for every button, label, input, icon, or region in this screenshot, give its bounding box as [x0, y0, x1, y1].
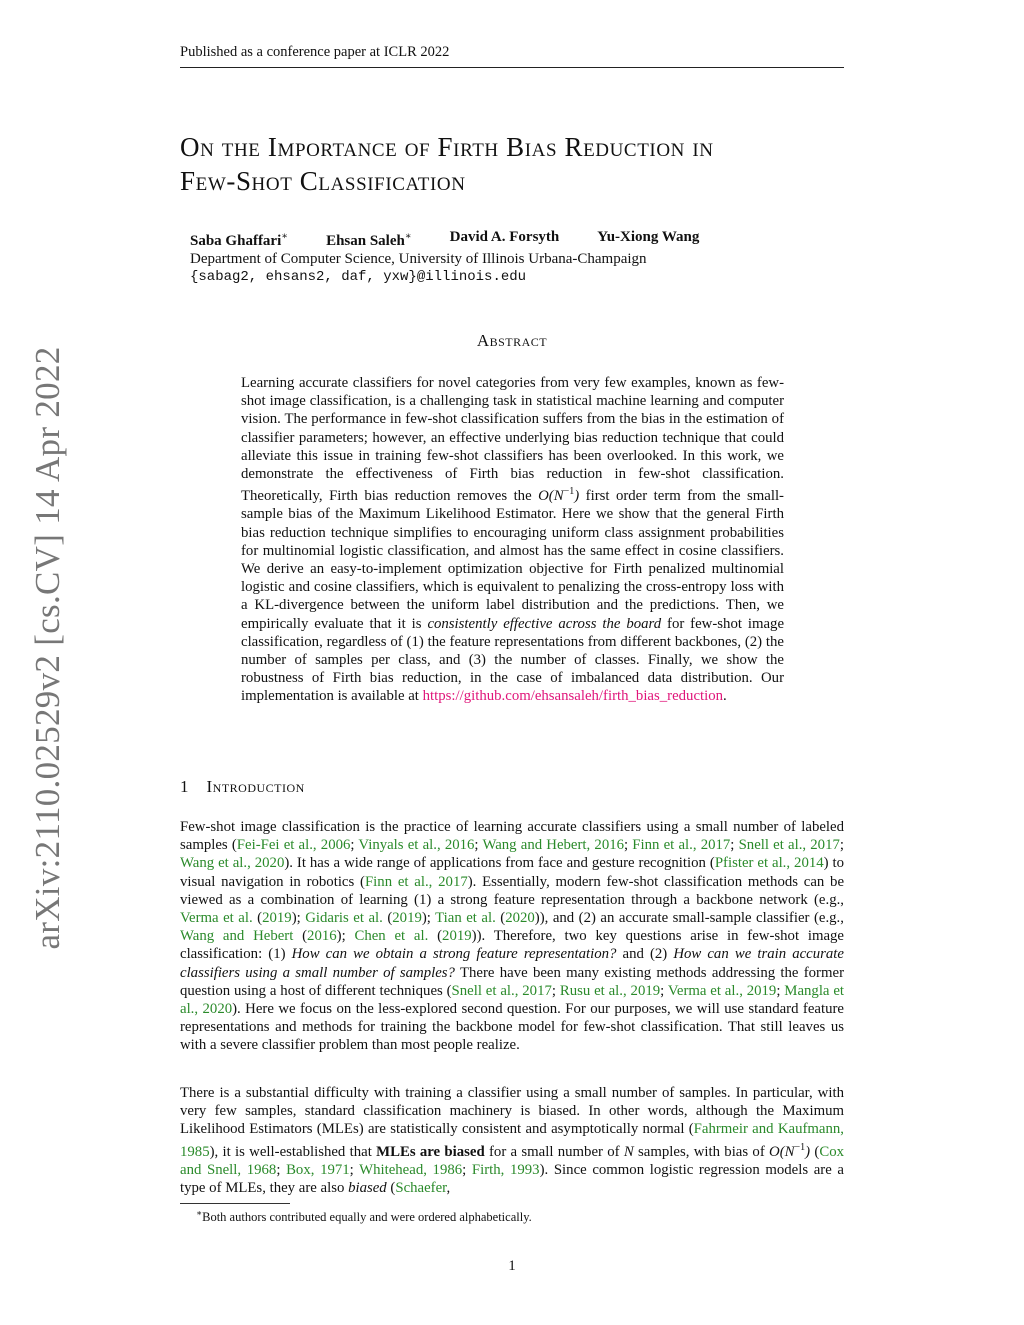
citation-link[interactable]: Fei-Fei et al., 2006 [236, 837, 351, 854]
citation-year-link[interactable]: 2016 [307, 928, 337, 945]
footnote: ∗Both authors contributed equally and were ordered alphabetically. [196, 1208, 532, 1225]
citation-year-link[interactable]: 2019 [442, 928, 472, 945]
author-emails: {sabag2, ehsans2, daf, yxw}@illinois.edu [190, 269, 527, 285]
citation-link[interactable]: Schaefer [395, 1179, 447, 1196]
abstract-text: Learning accurate classifiers for novel categories from very few examples, known as few-shot image classification, is a challenging task in statistical machine learning and computer vision. The performance in few-shot classification suffers from the bias in the estimation of classifier parameters; however, an effective underlying bias reduction technique that could alleviate this issue in training few-shot classifiers has been overlooked. In this work, we demonstrate the effectiveness of Firth bias reduction in few-shot classification. Theoretically, Firth bias reduction removes the $O(N^{-1})$ first order term from the small-sample bias of the Maximum Likelihood Estimator. Here we show that the general Firth bias reduction technique simplifies to encouraging uniform class assignment probabilities for multinomial logistic classification, and almost has the same effect in cosine classifiers. We derive an easy-to-implement optimization objective for Firth penalized multinomial logistic and cosine classifiers, which is equivalent to penalizing the cross-entropy loss with a KL-divergence between the uniform label distribution and the predictions. Then, we empirically evaluate that it is consistently effective across the board for few-shot image classification, regardless of (1) the feature representations from different backbones, (2) the number of samples per class, and (3) the number of classes. Finally, we show the robustness of Firth bias reduction, in the case of imbalanced data distribution. Our implementation is available at https://github.com/ehsansaleh/firth_bias_reduction. [241, 375, 785, 705]
emphasis-bold: MLEs are biased [376, 1143, 485, 1160]
arxiv-identifier: arXiv:2110.02529v2 [cs.CV] 14 Apr 2022 [28, 346, 67, 950]
citation-link[interactable]: Pfister et al., 2014 [714, 855, 824, 872]
citation-link[interactable]: Tian et al. [435, 910, 496, 927]
section-number: 1 [180, 777, 189, 796]
citation-link[interactable]: Verma et al., 2019 [667, 982, 777, 999]
author-3: David A. Forsyth [449, 229, 560, 245]
author-block [190, 228, 850, 286]
running-head: Published as a conference paper at ICLR 2022 [180, 44, 844, 68]
citation-link[interactable]: Wang and Hebert [180, 928, 294, 945]
math-big-o: $O(N^{-1})$ [538, 486, 580, 505]
author-4: Yu-Xiong Wang [597, 229, 700, 245]
title-line-1: On the Importance of Firth Bias Reduction in [180, 132, 714, 162]
author-names [190, 228, 850, 250]
page-number: 1 [508, 1258, 516, 1274]
citation-link[interactable]: Verma et al. [180, 910, 253, 927]
citation-year-link[interactable]: 2019 [262, 910, 292, 927]
citation-link[interactable]: Wang and Hebert, 2016 [482, 837, 625, 854]
author-2: Ehsan Saleh∗ [326, 231, 412, 249]
citation-link[interactable]: Chen et al. [354, 928, 429, 945]
citation-link[interactable]: Vinyals et al., 2016 [358, 837, 475, 854]
citation-link[interactable]: Mangla et al., 2020 [180, 982, 845, 1018]
citation-link[interactable]: Fahrmeir and Kaufmann, 1985 [180, 1121, 844, 1160]
github-link[interactable]: https://github.com/ehsansaleh/firth_bias_reduction [422, 688, 724, 705]
citation-link[interactable]: Firth, 1993 [471, 1161, 540, 1178]
citation-year-link[interactable]: 2020 [505, 910, 535, 927]
citation-link[interactable]: Snell et al., 2017 [451, 982, 552, 999]
citation-link[interactable]: Snell et al., 2017 [738, 837, 840, 854]
section-heading-introduction [180, 777, 305, 797]
citation-year-link[interactable]: 2019 [392, 910, 422, 927]
citation-link[interactable]: Wang et al., 2020 [180, 855, 285, 872]
citation-link[interactable]: Box, 1971 [286, 1161, 350, 1178]
citation-link[interactable]: Rusu et al., 2019 [559, 982, 661, 999]
citation-link[interactable]: Whitehead, 1986 [359, 1161, 463, 1178]
footnote-divider [180, 1203, 290, 1204]
abstract-heading: Abstract [476, 331, 548, 350]
affiliation: Department of Computer Science, University of Illinois Urbana-Champaign [190, 251, 647, 267]
author-1: Saba Ghaffari∗ [190, 231, 289, 249]
math-big-o: $O(N^{-1})$ [769, 1141, 811, 1160]
paper-title [180, 130, 860, 198]
citation-link[interactable]: Gidaris et al. [305, 910, 383, 927]
title-line-2: Few-Shot Classification [180, 166, 466, 196]
section-title: Introduction [206, 777, 305, 796]
intro-paragraph-1: Few-shot image classification is the practice of learning accurate classifiers using a small number of labeled samples (Fei-Fei et al., 2006; Vinyals et al., 2016; Wang and Hebert, 2016; Finn et al., 2017; Snell et al., 2017; Wang et al., 2020). It has a wide range of applications from face and gesture recognition (Pfister et al., 2014) to visual navigation in robotics (Finn et al., 2017). Essentially, modern few-shot classification methods can be viewed as a combination of learning (1) a strong feature representation through a backbone network (e.g., Verma et al. (2019); Gidaris et al. (2019); Tian et al. (2020)), and (2) an accurate small-sample classifier (e.g., Wang and Hebert (2016); Chen et al. (2019)). Therefore, two key questions arise in few-shot image classification: (1) How can we obtain a strong feature representation? and (2) How can we train accurate classifiers using a small number of samples? There have been many existing methods addressing the former question using a host of different techniques (Snell et al., 2017; Rusu et al., 2019; Verma et al., 2019; Mangla et al., 2020). Here we focus on the less-explored second question. For our purposes, we will use standard feature representations and methods for training the backbone model for few-shot classification. That still leaves us with a severe classifier problem than most people realize. [180, 819, 845, 1054]
intro-paragraph-2: There is a substantial difficulty with training a classifier using a small number of samples. In particular, with very few samples, standard classification machinery is biased. In other words, although the Maximum Likelihood Estimators (MLEs) are statistically consistent and asymptotically normal (Fahrmeir and Kaufmann, 1985), it is well-established that MLEs are biased for a small number of N samples, with bias of $O(N^{-1})$ (Cox and Snell, 1968; Box, 1971; Whitehead, 1986; Firth, 1993). Since common logistic regression models are a type of MLEs, they are also biased (Schaefer, [180, 1085, 844, 1196]
citation-link[interactable]: Cox and Snell, 1968 [180, 1143, 844, 1178]
citation-link[interactable]: Finn et al., 2017 [364, 873, 468, 890]
citation-link[interactable]: Finn et al., 2017 [632, 837, 731, 854]
